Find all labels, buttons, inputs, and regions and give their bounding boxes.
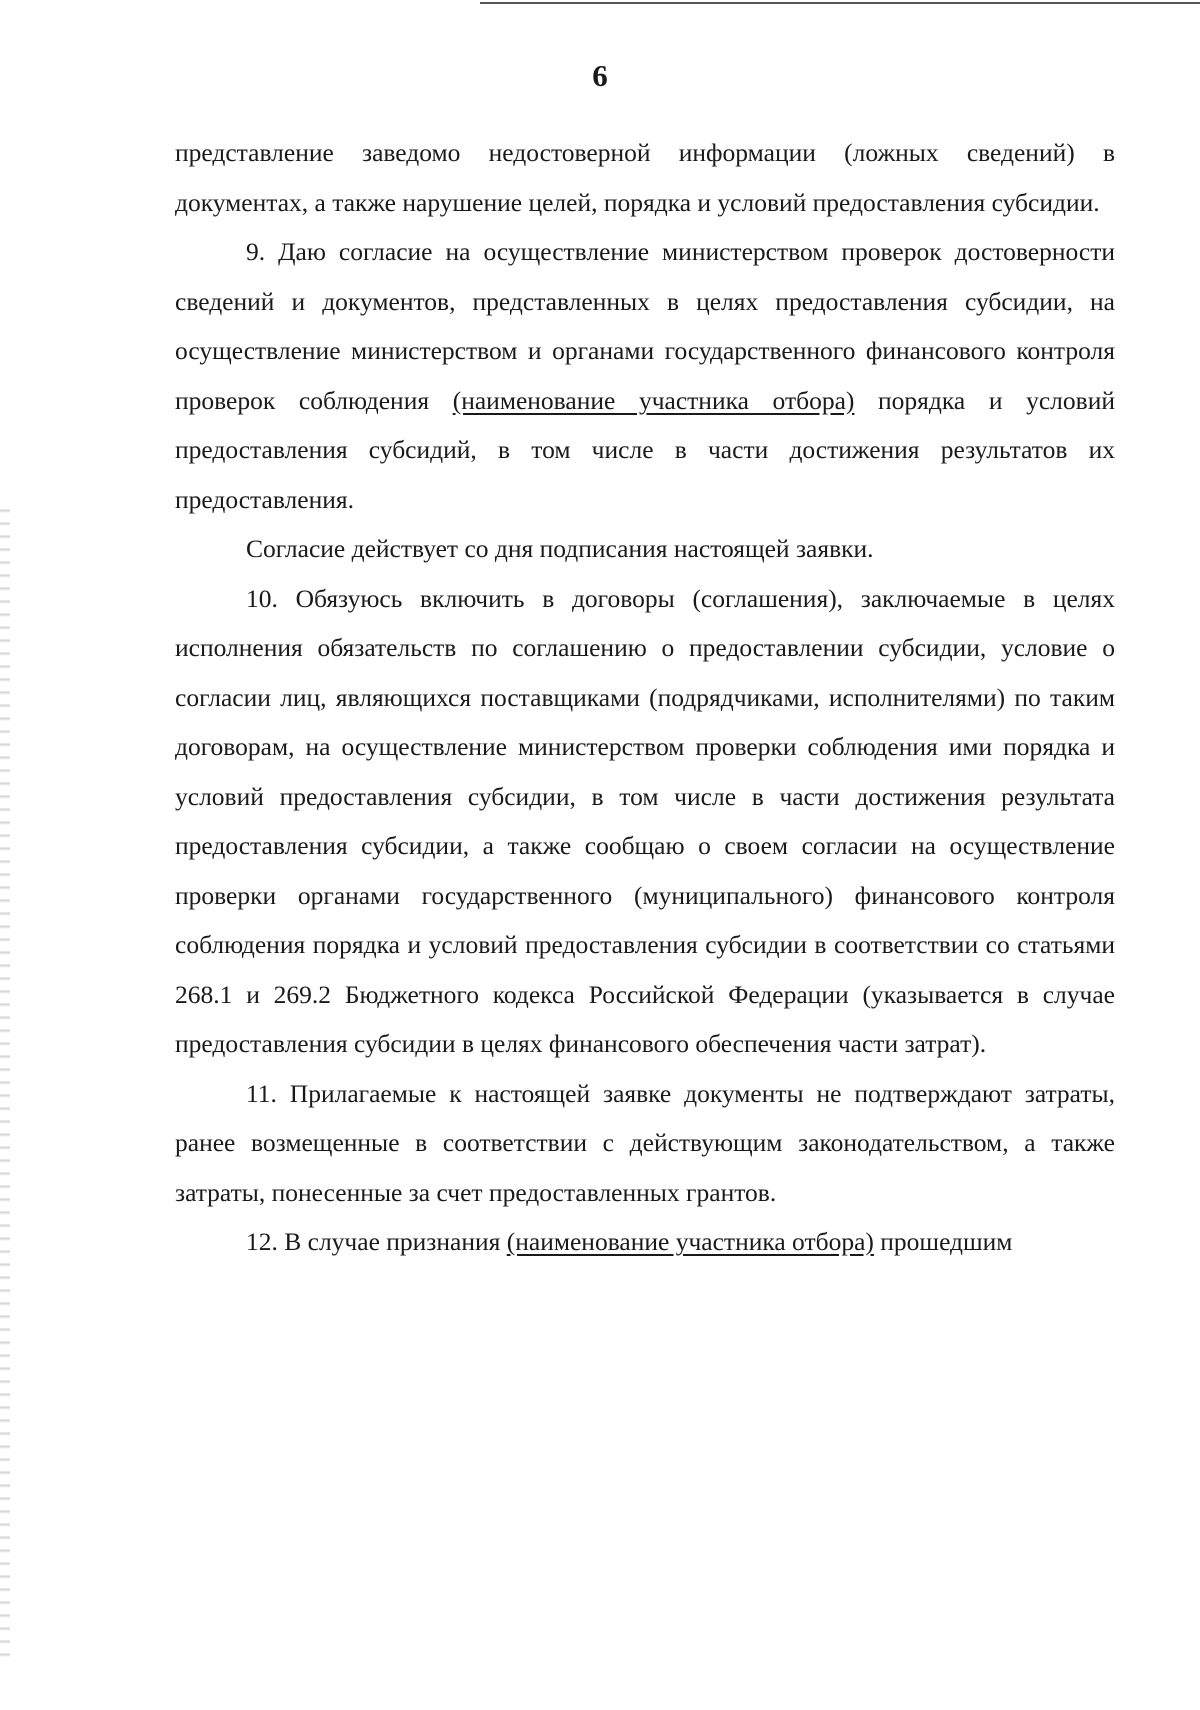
paragraph-10: 10. Обязуюсь включить в договоры (соглашения), заключаемые в целях исполнения обязательств по соглашению о предоставлении субсидии, условие о согласии лиц, являющихся поставщиками (подрядчиками, исполнителями) по таким договорам, на осуществление министерством проверки соблюдения ими порядка и условий предоставления субсидии, в том числе в части достижения результата предоставления субсидии, а также сообщаю о своем согласии на осуществление проверки органами государственного (муниципального) финансового контроля соблюдения порядка и условий предоставления субсидии в соответствии со статьями 268.1 и 269.2 Бюджетного кодекса Российской Федерации (указывается в случае предоставления субсидии в целях финансового обеспечения части затрат).	[175, 583, 1115, 1058]
paragraph-12	[175, 1217, 1115, 1267]
scan-edge-line	[480, 2, 1200, 4]
paragraph-9-text-b: порядка и условий предоставления субсидий, в том числе в части достижения результатов их предоставления.	[175, 385, 1115, 514]
consent-statement: Согласие действует со дня подписания настоящей заявки.	[246, 534, 874, 563]
document-body	[175, 128, 1115, 1267]
scan-binding-marks	[0, 500, 10, 1660]
paragraph-9	[175, 227, 1115, 524]
paragraph-11: 11. Прилагаемые к настоящей заявке документы не подтверждают затраты, ранее возмещенные в соответствии с действующим законодательством, а также затраты, понесенные за счет предоставленных грантов.	[175, 1078, 1115, 1207]
participant-name-placeholder: (наименование участника отбора)	[452, 385, 855, 415]
page-number: 6	[592, 58, 608, 93]
paragraph-9-text-a: 9. Даю согласие на осуществление министерством проверок достоверности сведений и документов, представленных в целях предоставления субсидии, на осуществление министерством и органами государственного финансового контроля проверок соблюдения	[175, 237, 1115, 415]
paragraph-8-continuation: представление заведомо недостоверной информации (ложных сведений) в документах, а также нарушение целей, порядка и условий предоставления субсидии.	[175, 138, 1115, 217]
paragraph-12-text-a: 12. В случае признания	[246, 1227, 507, 1256]
paragraph-12-text-b: прошедшим	[873, 1227, 1013, 1256]
participant-name-placeholder-2: (наименование участника отбора)	[506, 1227, 874, 1256]
